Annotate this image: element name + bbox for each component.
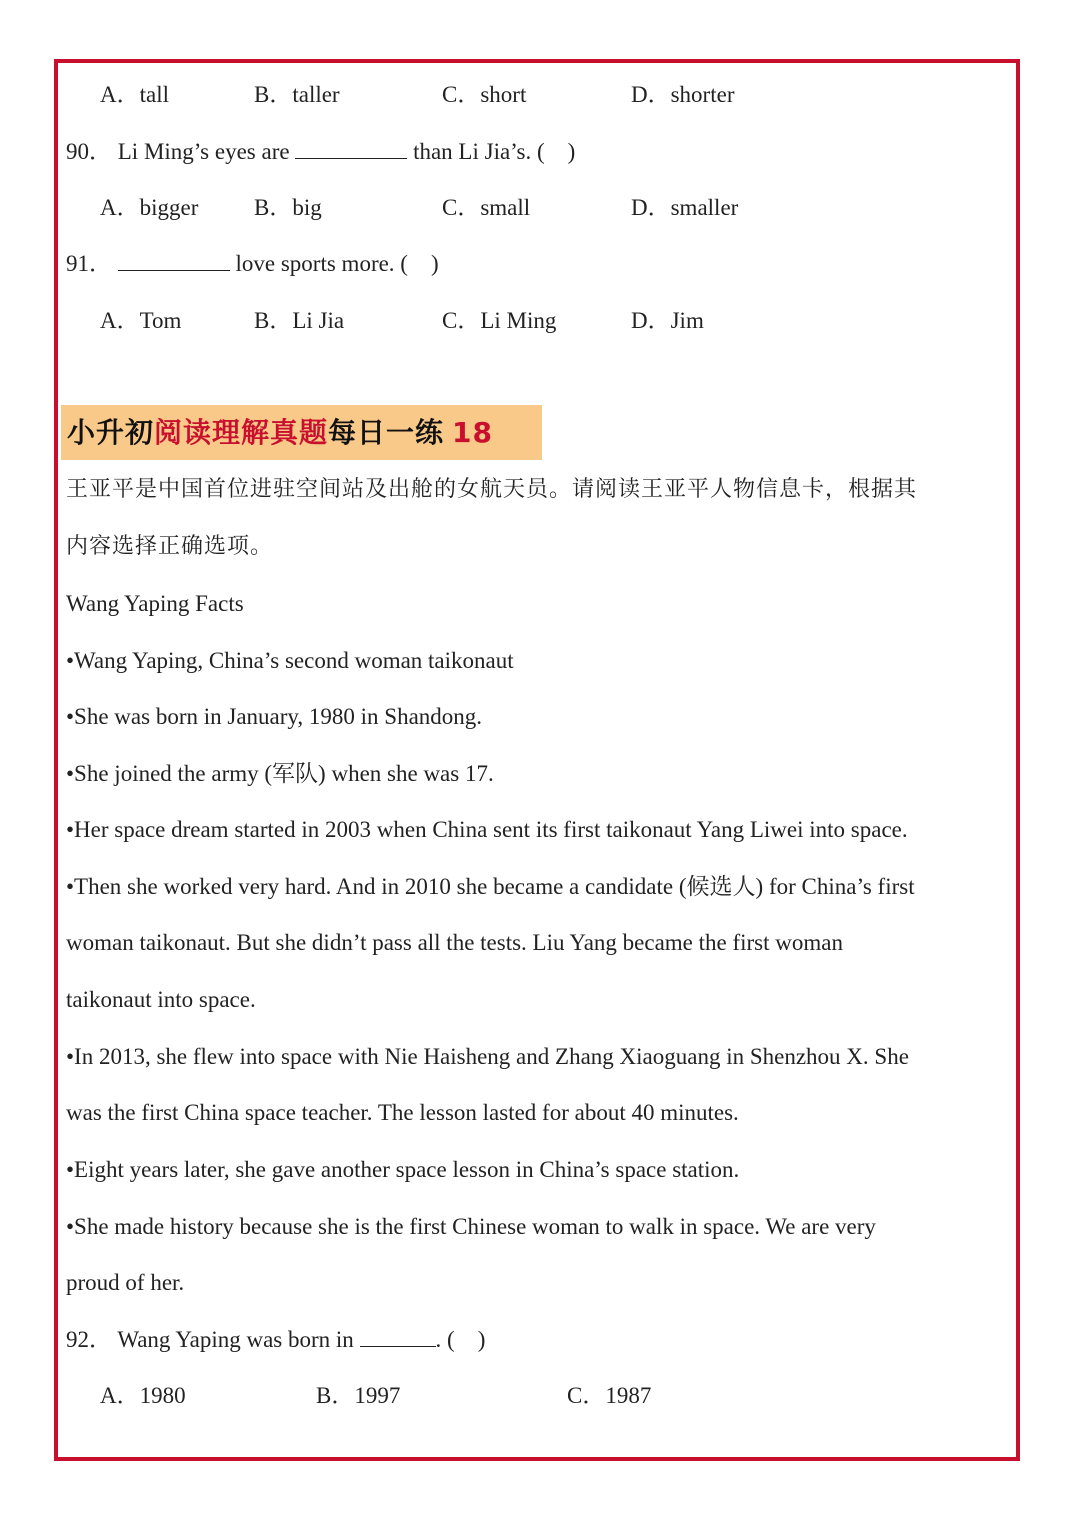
question-number: 92． xyxy=(66,1327,112,1352)
passage-line: taikonaut into space. xyxy=(66,987,256,1012)
passage-line: •Eight years later, she gave another space lesson in China’s space station. xyxy=(66,1157,740,1182)
passage-line: proud of her. xyxy=(66,1270,185,1295)
question-number: 91． xyxy=(66,251,112,276)
q92-option-c[interactable]: C．1987 xyxy=(567,1383,652,1408)
q91-option-d[interactable]: D．Jim xyxy=(631,308,704,333)
q89-option-c[interactable]: C．short xyxy=(442,82,527,107)
passage-line: •She was born in January, 1980 in Shandong. xyxy=(66,704,483,729)
passage-line: •She made history because she is the first Chinese woman to walk in space. We are very xyxy=(66,1214,876,1239)
answer-blank xyxy=(295,138,407,159)
passage-line: •Wang Yaping, China’s second woman taikonaut xyxy=(66,648,514,673)
answer-blank xyxy=(360,1326,436,1347)
question-text: than Li Jia’s. ( ) xyxy=(413,139,576,164)
intro-line-2: 内容选择正确选项。 xyxy=(66,534,274,559)
q91-option-c[interactable]: C．Li Ming xyxy=(442,308,557,333)
question-text: . ( ) xyxy=(435,1327,486,1352)
passage-line: •She joined the army (军队) when she was 17. xyxy=(66,761,494,786)
question-90 xyxy=(66,136,575,168)
passage-line: •Her space dream started in 2003 when China sent its first taikonaut Yang Liwei into space. xyxy=(66,817,908,842)
q91-option-b[interactable]: B．Li Jia xyxy=(254,308,345,333)
passage-line: •Then she worked very hard. And in 2010 she became a candidate (候选人) for China’s first xyxy=(66,874,915,899)
question-91 xyxy=(66,248,439,280)
question-92 xyxy=(66,1324,485,1356)
passage-title: Wang Yaping Facts xyxy=(66,591,244,616)
banner-text-2: 阅读理解真题 xyxy=(154,416,329,449)
question-number: 90． xyxy=(66,139,112,164)
banner-number: 18 xyxy=(452,416,494,449)
passage-line: woman taikonaut. But she didn’t pass all the tests. Liu Yang became the first woman xyxy=(66,930,843,955)
question-text: Li Ming’s eyes are xyxy=(117,139,290,164)
q89-option-a[interactable]: A．tall xyxy=(100,82,169,107)
q91-option-a[interactable]: A．Tom xyxy=(100,308,182,333)
intro-line-1: 王亚平是中国首位进驻空间站及出舱的女航天员。请阅读王亚平人物信息卡，根据其 xyxy=(66,477,918,502)
passage-line: •In 2013, she flew into space with Nie Haisheng and Zhang Xiaoguang in Shenzhou X. She xyxy=(66,1044,909,1069)
question-text: Wang Yaping was born in xyxy=(117,1327,354,1352)
section-banner xyxy=(61,405,542,460)
q90-option-c[interactable]: C．small xyxy=(442,195,531,220)
q89-option-b[interactable]: B．taller xyxy=(254,82,340,107)
q92-option-a[interactable]: A．1980 xyxy=(100,1383,186,1408)
question-text: love sports more. ( ) xyxy=(235,251,439,276)
banner-text-1: 小升初 xyxy=(67,416,155,449)
q92-option-b[interactable]: B．1997 xyxy=(316,1383,401,1408)
answer-blank xyxy=(118,250,230,271)
q90-option-a[interactable]: A．bigger xyxy=(100,195,199,220)
q90-option-d[interactable]: D．smaller xyxy=(631,195,739,220)
q90-option-b[interactable]: B．big xyxy=(254,195,322,220)
passage-line: was the first China space teacher. The lesson lasted for about 40 minutes. xyxy=(66,1100,739,1125)
banner-text-3: 每日一练 xyxy=(328,416,445,449)
q89-option-d[interactable]: D．shorter xyxy=(631,82,735,107)
